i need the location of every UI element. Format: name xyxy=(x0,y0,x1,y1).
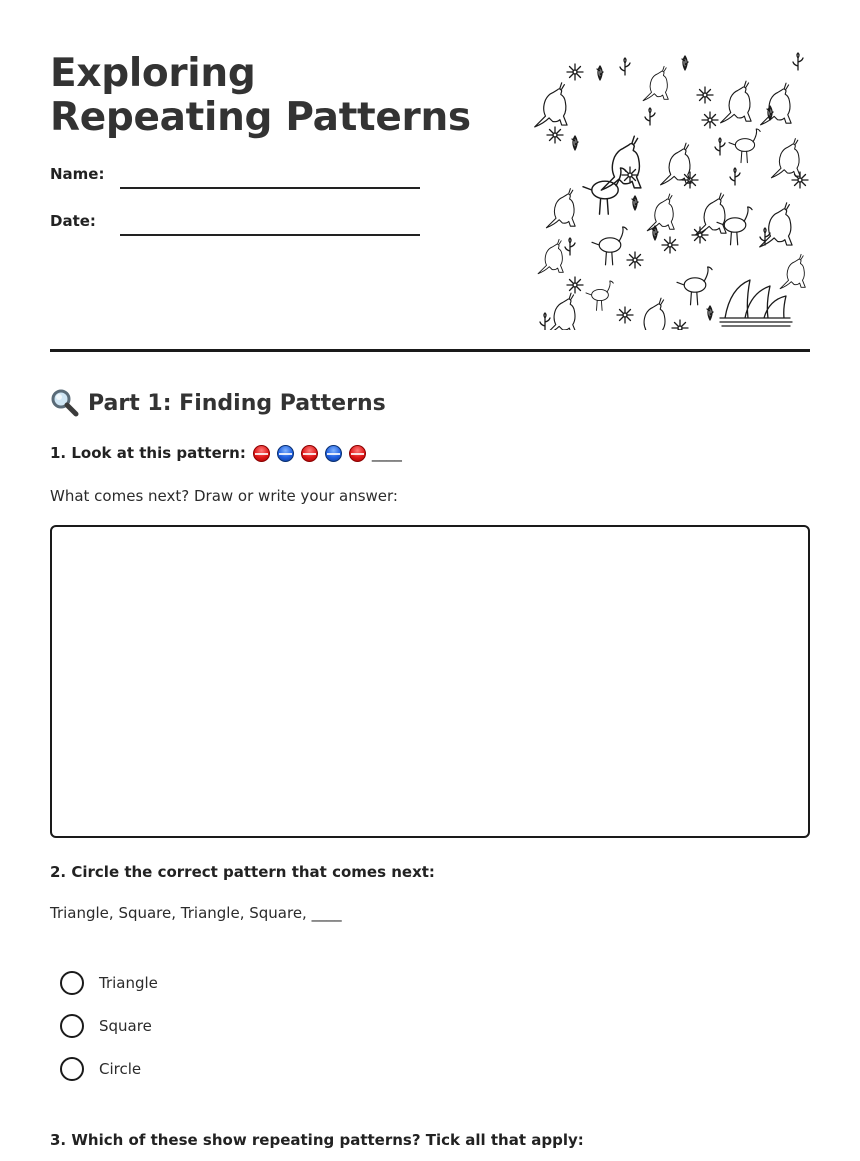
magnifying-glass-icon xyxy=(50,388,80,418)
red-circle-icon xyxy=(301,445,318,462)
worksheet-page xyxy=(50,0,810,1161)
date-field[interactable] xyxy=(120,234,420,236)
question-3-prompt: 3. Which of these show repeating patterns? Tick all that apply: xyxy=(50,1131,584,1149)
option-label: Triangle xyxy=(99,974,158,992)
answer-blank: ____ xyxy=(371,444,402,462)
date-label: Date: xyxy=(50,212,96,230)
blue-circle-icon xyxy=(325,445,342,462)
header-divider xyxy=(50,349,810,352)
blue-circle-icon xyxy=(277,445,294,462)
option-circle[interactable] xyxy=(60,1057,141,1081)
option-square[interactable] xyxy=(60,1014,152,1038)
red-circle-icon xyxy=(253,445,270,462)
question-2-prompt: 2. Circle the correct pattern that comes next: xyxy=(50,863,435,881)
option-label: Circle xyxy=(99,1060,142,1078)
question-1-instruction: What comes next? Draw or write your answer: xyxy=(50,487,398,505)
radio-button[interactable] xyxy=(60,971,84,995)
radio-button[interactable] xyxy=(60,1057,84,1081)
option-label: Square xyxy=(99,1017,152,1035)
worksheet-title: Exploring Repeating Patterns xyxy=(50,51,471,140)
name-label: Name: xyxy=(50,165,105,183)
option-triangle[interactable] xyxy=(60,971,158,995)
red-circle-icon xyxy=(349,445,366,462)
question-1 xyxy=(50,444,402,462)
question-2-sequence: Triangle, Square, Triangle, Square, ____ xyxy=(50,904,342,922)
answer-drawing-box[interactable] xyxy=(50,525,810,838)
radio-button[interactable] xyxy=(60,1014,84,1038)
part1-heading xyxy=(50,388,386,418)
part1-heading-text: Part 1: Finding Patterns xyxy=(88,390,386,416)
australian-animals-pattern-icon xyxy=(530,50,810,330)
question-1-prompt: 1. Look at this pattern: xyxy=(50,444,246,462)
name-field[interactable] xyxy=(120,187,420,189)
